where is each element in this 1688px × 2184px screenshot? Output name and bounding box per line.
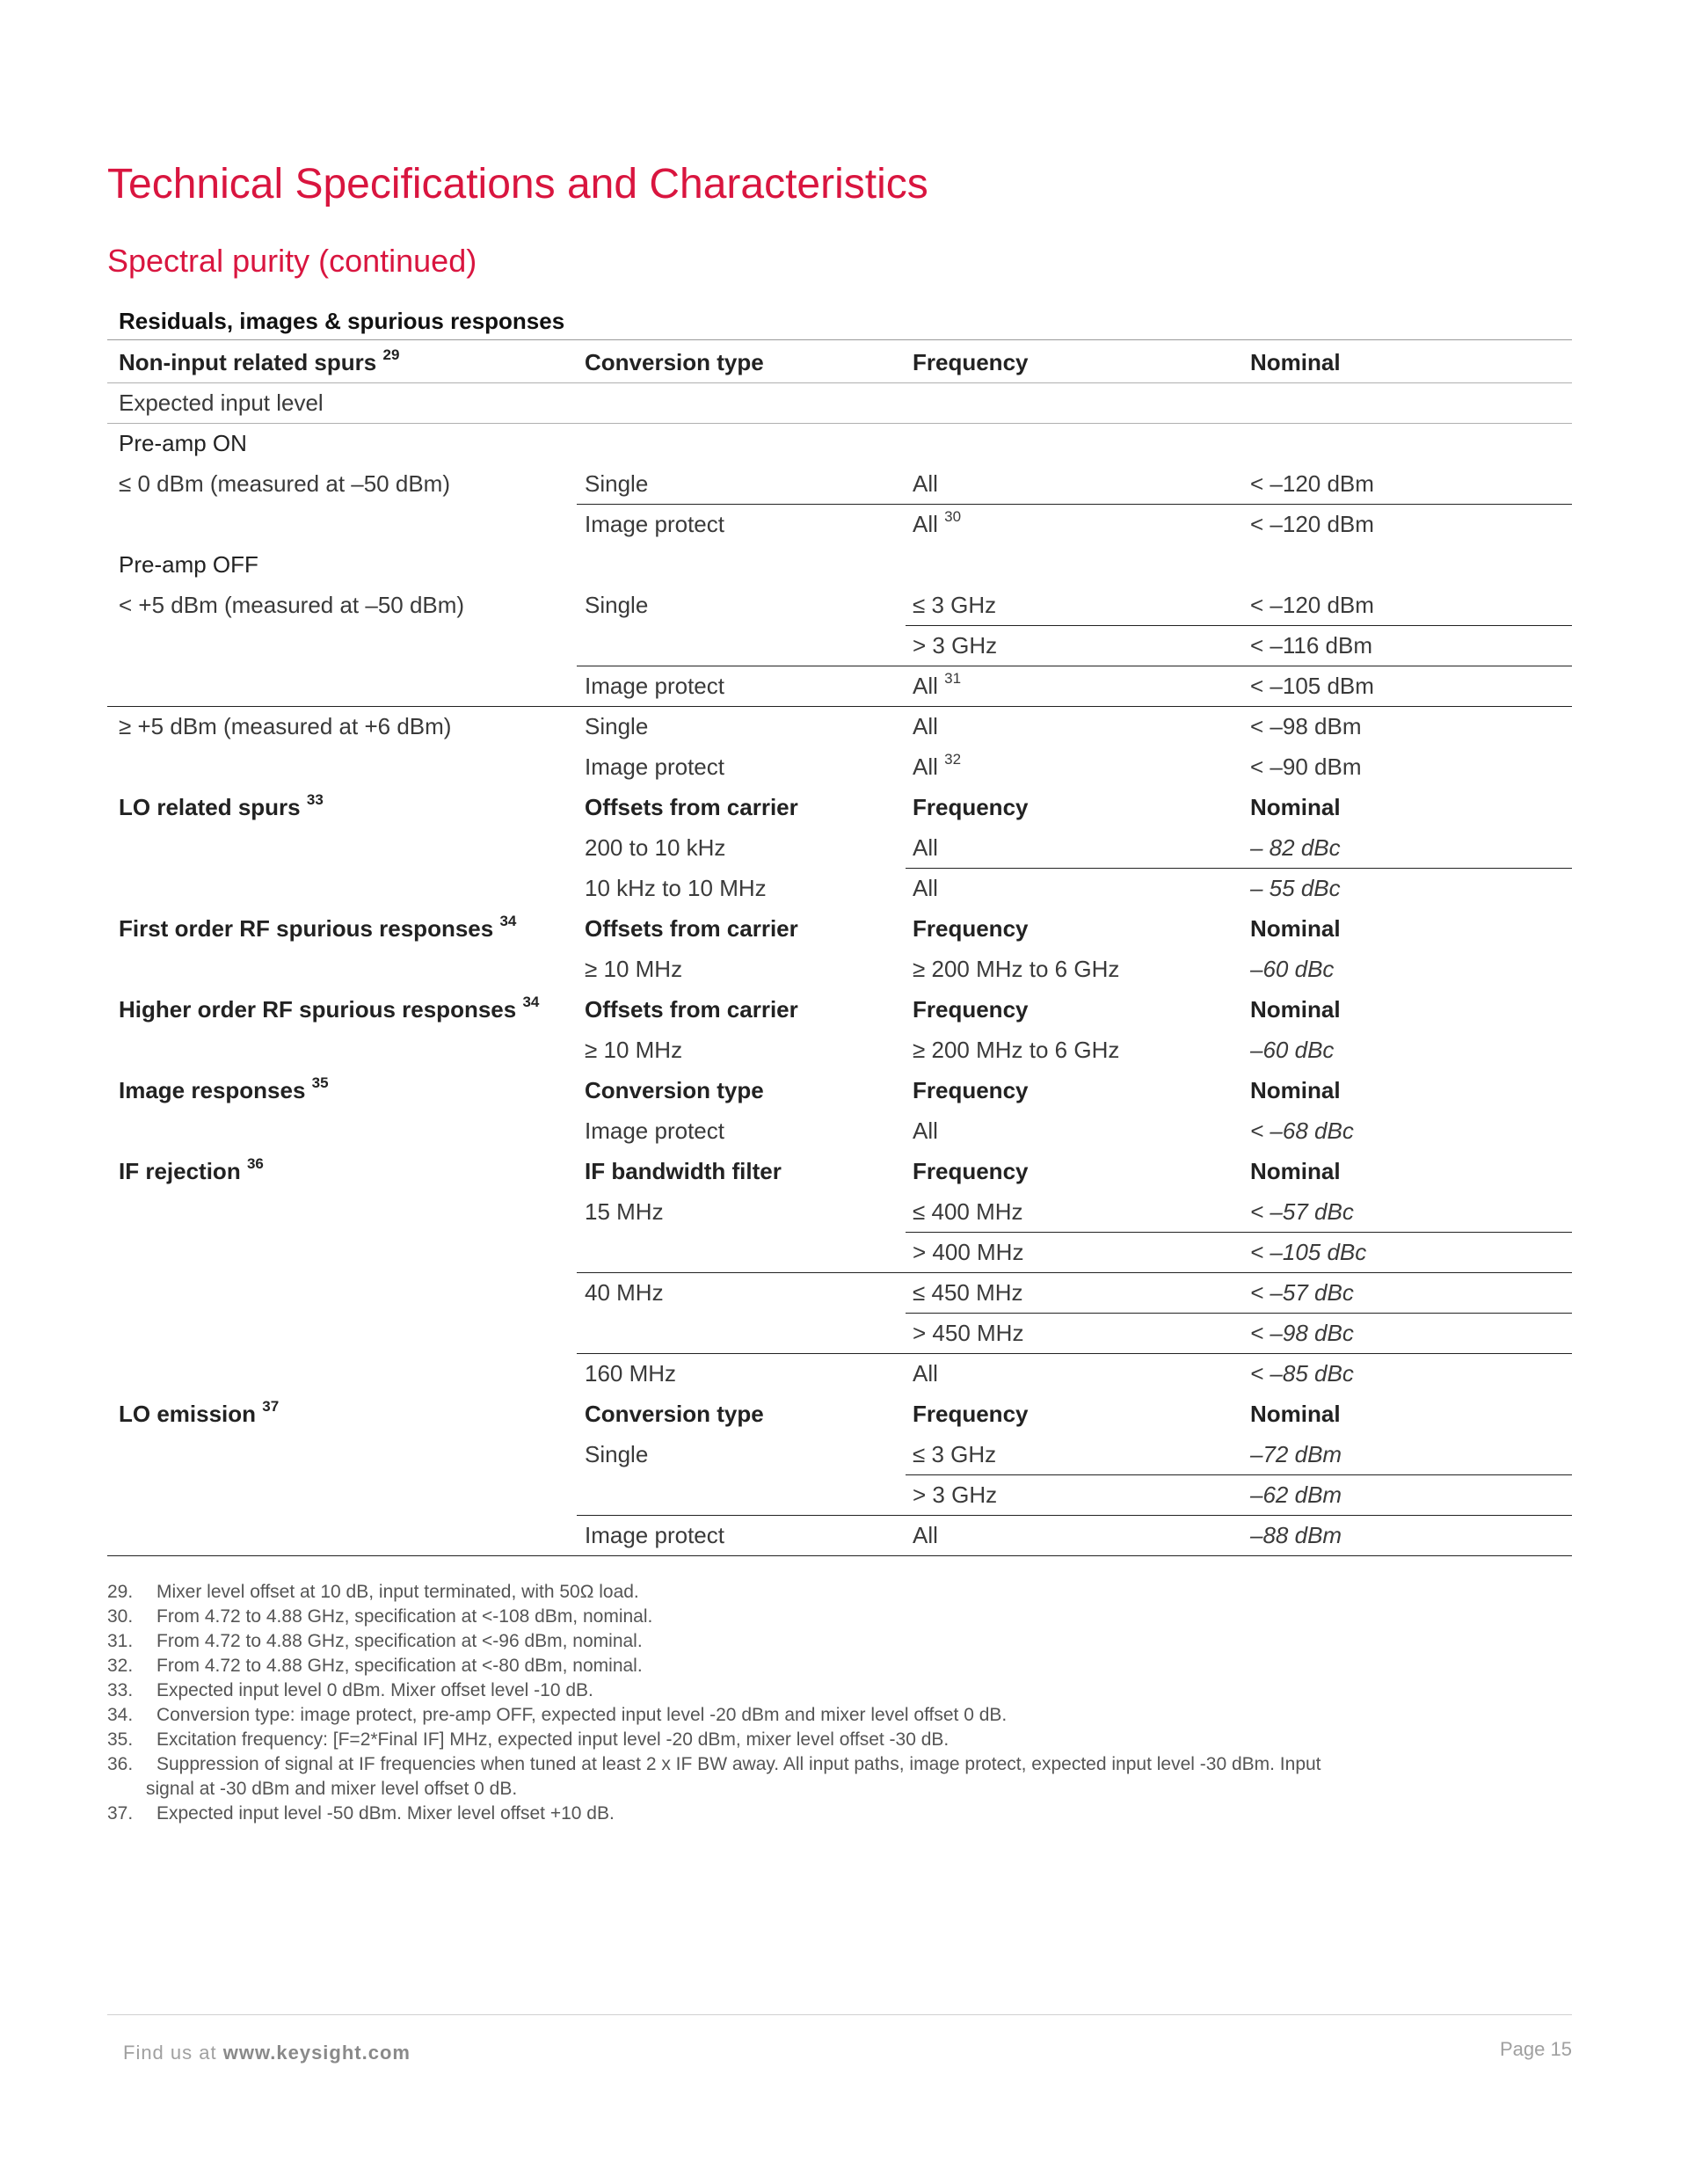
table-cell: Non-input related spurs $^{29}$ — [119, 346, 400, 375]
table-cell: ≤ 0 dBm (measured at –50 dBm) — [119, 470, 450, 497]
table-row — [0, 746, 1688, 787]
table-cell: 10 kHz to 10 MHz — [585, 875, 767, 901]
table-cell: Frequency — [913, 996, 1029, 1023]
table-cell: All $^{30}$ — [913, 508, 962, 537]
footer-find-us-label: Find us at — [123, 2042, 217, 2064]
footnote-ref: 30 — [944, 508, 962, 525]
footnote-33: 33. Expected input level 0 dBm. Mixer offset level -10 dB. — [107, 1680, 593, 1700]
table-row — [0, 827, 1688, 868]
table-cell: All — [913, 1360, 938, 1387]
table-row — [0, 1110, 1688, 1151]
table-cell: Image protect — [585, 753, 724, 780]
table-divider — [107, 423, 1572, 424]
table-cell: Nominal — [1250, 1401, 1341, 1427]
footnote-ref: 31 — [944, 670, 962, 687]
table-cell: ≥ 10 MHz — [585, 956, 683, 982]
table-cell: Image protect — [585, 511, 724, 537]
table-row — [0, 1394, 1688, 1434]
footnote-31: 31. From 4.72 to 4.88 GHz, specification at <-96 dBm, nominal. — [107, 1631, 643, 1651]
table-cell: < –68 dBc — [1250, 1117, 1354, 1144]
table-cell: 160 MHz — [585, 1360, 677, 1387]
table-cell: All — [913, 1117, 938, 1144]
table-cell: –60 dBc — [1250, 956, 1335, 982]
table-cell: Pre-amp OFF — [119, 551, 258, 578]
table-row — [0, 1232, 1688, 1272]
table-cell: Nominal — [1250, 1158, 1341, 1184]
table-cell: IF bandwidth filter — [585, 1158, 782, 1184]
table-cell: Single — [585, 713, 649, 739]
table-divider — [577, 1353, 1572, 1354]
table-cell: < –105 dBm — [1250, 673, 1374, 699]
table-cell: Conversion type — [585, 1077, 764, 1103]
table-cell: Image protect — [585, 1117, 724, 1144]
table-row — [0, 1272, 1688, 1313]
table-row — [0, 1070, 1688, 1110]
table-cell: ≥ +5 dBm (measured at +6 dBm) — [119, 713, 452, 739]
table-cell: < –120 dBm — [1250, 511, 1374, 537]
table-row — [0, 625, 1688, 666]
table-divider — [906, 1232, 1572, 1233]
table-divider — [577, 504, 1572, 505]
table-cell: – 82 dBc — [1250, 834, 1341, 861]
table-cell: Conversion type — [585, 349, 764, 375]
table-divider — [906, 625, 1572, 626]
footnote-ref: 34 — [499, 913, 517, 929]
table-row — [0, 423, 1688, 463]
table-cell: All — [913, 713, 938, 739]
table-row — [0, 1191, 1688, 1232]
table-cell: –88 dBm — [1250, 1522, 1342, 1548]
table-cell: ≤ 3 GHz — [913, 1441, 997, 1467]
table-cell: All — [913, 834, 938, 861]
table-cell: ≤ 400 MHz — [913, 1198, 1023, 1225]
page-title: Technical Specifications and Characteristics — [107, 161, 928, 207]
footnote-32: 32. From 4.72 to 4.88 GHz, specification at <-80 dBm, nominal. — [107, 1656, 643, 1676]
table-row — [0, 1313, 1688, 1353]
footnote-30: 30. From 4.72 to 4.88 GHz, specification at <-108 dBm, nominal. — [107, 1606, 653, 1627]
footnote-36-continued: signal at -30 dBm and mixer level offset 0 dB. — [146, 1779, 518, 1799]
table-row — [0, 666, 1688, 706]
table-row — [0, 868, 1688, 908]
table-cell: All — [913, 470, 938, 497]
table-divider — [906, 1313, 1572, 1314]
table-cell: Frequency — [913, 794, 1029, 820]
footnote-29: 29. Mixer level offset at 10 dB, input terminated, with 50Ω load. — [107, 1582, 639, 1602]
table-cell: 15 MHz — [585, 1198, 664, 1225]
table-cell: Offsets from carrier — [585, 915, 798, 942]
footnote-35: 35. Excitation frequency: [F=2*Final IF] MHz, expected input level -20 dBm, mixer level offset -30 dB. — [107, 1729, 950, 1750]
table-row — [0, 342, 1688, 382]
footnote-ref: 37 — [262, 1398, 280, 1415]
table-row — [0, 1515, 1688, 1555]
table-cell: Conversion type — [585, 1401, 764, 1427]
footnote-ref: 29 — [382, 346, 400, 363]
table-cell: > 400 MHz — [913, 1239, 1024, 1265]
table-cell: Frequency — [913, 349, 1029, 375]
table-cell: Nominal — [1250, 915, 1341, 942]
table-cell: Nominal — [1250, 1077, 1341, 1103]
table-cell: > 3 GHz — [913, 1481, 998, 1508]
table-cell: –72 dBm — [1250, 1441, 1342, 1467]
table-row — [0, 949, 1688, 989]
table-cell: ≥ 200 MHz to 6 GHz — [913, 1037, 1120, 1063]
table-row — [0, 908, 1688, 949]
table-cell: Single — [585, 470, 649, 497]
table-cell: Frequency — [913, 1077, 1029, 1103]
table-cell: Higher order RF spurious responses $^{34}$ — [119, 994, 540, 1023]
table-row — [0, 382, 1688, 423]
table-cell: Frequency — [913, 1158, 1029, 1184]
table-cell: Image responses $^{35}$ — [119, 1074, 329, 1103]
footnote-ref: 35 — [311, 1074, 329, 1091]
footer-website-link[interactable]: www.keysight.com — [222, 2042, 411, 2064]
footnote-36: 36. Suppression of signal at IF frequencies when tuned at least 2 x IF BW away. All input paths, image protect, expected input level -30 dBm. Input — [107, 1754, 1321, 1774]
table-cell: Image protect — [585, 673, 724, 699]
table-divider — [107, 1555, 1572, 1556]
table-row — [0, 1151, 1688, 1191]
table-cell: Single — [585, 592, 649, 618]
table-cell: All — [913, 875, 938, 901]
footnote-ref: 34 — [522, 994, 540, 1010]
table-cell: > 450 MHz — [913, 1320, 1024, 1346]
table-cell: < –57 dBc — [1250, 1198, 1354, 1225]
table-top-rule — [107, 339, 1572, 340]
footnote-34: 34. Conversion type: image protect, pre-amp OFF, expected input level -20 dBm and mixer level offset 0 dB. — [107, 1705, 1008, 1725]
table-row — [0, 1030, 1688, 1070]
table-cell: All $^{31}$ — [913, 670, 962, 699]
footer-rule — [107, 2014, 1572, 2015]
section-subtitle: Spectral purity (continued) — [107, 243, 477, 279]
table-cell: < –120 dBm — [1250, 470, 1374, 497]
table-cell: < –116 dBm — [1250, 632, 1373, 659]
footnote-ref: 33 — [306, 791, 324, 808]
table-cell: Nominal — [1250, 996, 1341, 1023]
table-row — [0, 463, 1688, 504]
table-cell: < –98 dBc — [1250, 1320, 1354, 1346]
table-caption: Residuals, images & spurious responses — [119, 308, 565, 334]
table-cell: All $^{32}$ — [913, 751, 962, 780]
table-row — [0, 989, 1688, 1030]
table-cell: Nominal — [1250, 794, 1341, 820]
table-cell: – 55 dBc — [1250, 875, 1341, 901]
table-cell: < –57 dBc — [1250, 1279, 1354, 1306]
footnote-ref: 32 — [944, 751, 962, 768]
table-cell: < –85 dBc — [1250, 1360, 1354, 1387]
table-cell: Pre-amp ON — [119, 430, 247, 456]
table-row — [0, 585, 1688, 625]
table-divider — [107, 382, 1572, 383]
table-cell: ≥ 200 MHz to 6 GHz — [913, 956, 1120, 982]
table-cell: –60 dBc — [1250, 1037, 1335, 1063]
table-cell: –62 dBm — [1250, 1481, 1342, 1508]
table-cell: Expected input level — [119, 389, 324, 416]
footnotes — [107, 1580, 1572, 1826]
table-cell: Offsets from carrier — [585, 794, 798, 820]
table-cell: Image protect — [585, 1522, 724, 1548]
table-divider — [577, 1515, 1572, 1516]
table-cell: < –120 dBm — [1250, 592, 1374, 618]
table-cell: IF rejection $^{36}$ — [119, 1155, 264, 1184]
page-number: Page 15 — [1500, 2038, 1572, 2060]
table-cell: 40 MHz — [585, 1279, 664, 1306]
table-cell: < +5 dBm (measured at –50 dBm) — [119, 592, 465, 618]
table-divider — [906, 868, 1572, 869]
table-cell: LO related spurs $^{33}$ — [119, 791, 324, 820]
table-cell: Frequency — [913, 915, 1029, 942]
footnote-ref: 36 — [246, 1155, 264, 1172]
footnote-37: 37. Expected input level -50 dBm. Mixer level offset +10 dB. — [107, 1803, 615, 1824]
table-cell: < –90 dBm — [1250, 753, 1362, 780]
table-row — [0, 787, 1688, 827]
table-cell: ≤ 3 GHz — [913, 592, 997, 618]
table-cell: Nominal — [1250, 349, 1341, 375]
table-row — [0, 1353, 1688, 1394]
table-divider — [906, 1474, 1572, 1475]
footer-find-us — [123, 2042, 411, 2064]
table-cell: < –105 dBc — [1250, 1239, 1367, 1265]
table-row — [0, 706, 1688, 746]
table-cell: Single — [585, 1441, 649, 1467]
table-cell: First order RF spurious responses $^{34}$ — [119, 913, 517, 942]
table-cell: > 3 GHz — [913, 632, 998, 659]
table-cell: 200 to 10 kHz — [585, 834, 726, 861]
table-row — [0, 1434, 1688, 1474]
table-cell: Frequency — [913, 1401, 1029, 1427]
table-divider — [577, 1272, 1572, 1273]
table-row — [0, 504, 1688, 544]
table-cell: < –98 dBm — [1250, 713, 1362, 739]
table-divider — [107, 706, 1572, 707]
table-cell: LO emission $^{37}$ — [119, 1398, 280, 1427]
table-cell: Offsets from carrier — [585, 996, 798, 1023]
table-row — [0, 1474, 1688, 1515]
table-cell: All — [913, 1522, 938, 1548]
table-cell: ≥ 10 MHz — [585, 1037, 683, 1063]
table-row — [0, 544, 1688, 585]
table-cell: ≤ 450 MHz — [913, 1279, 1023, 1306]
